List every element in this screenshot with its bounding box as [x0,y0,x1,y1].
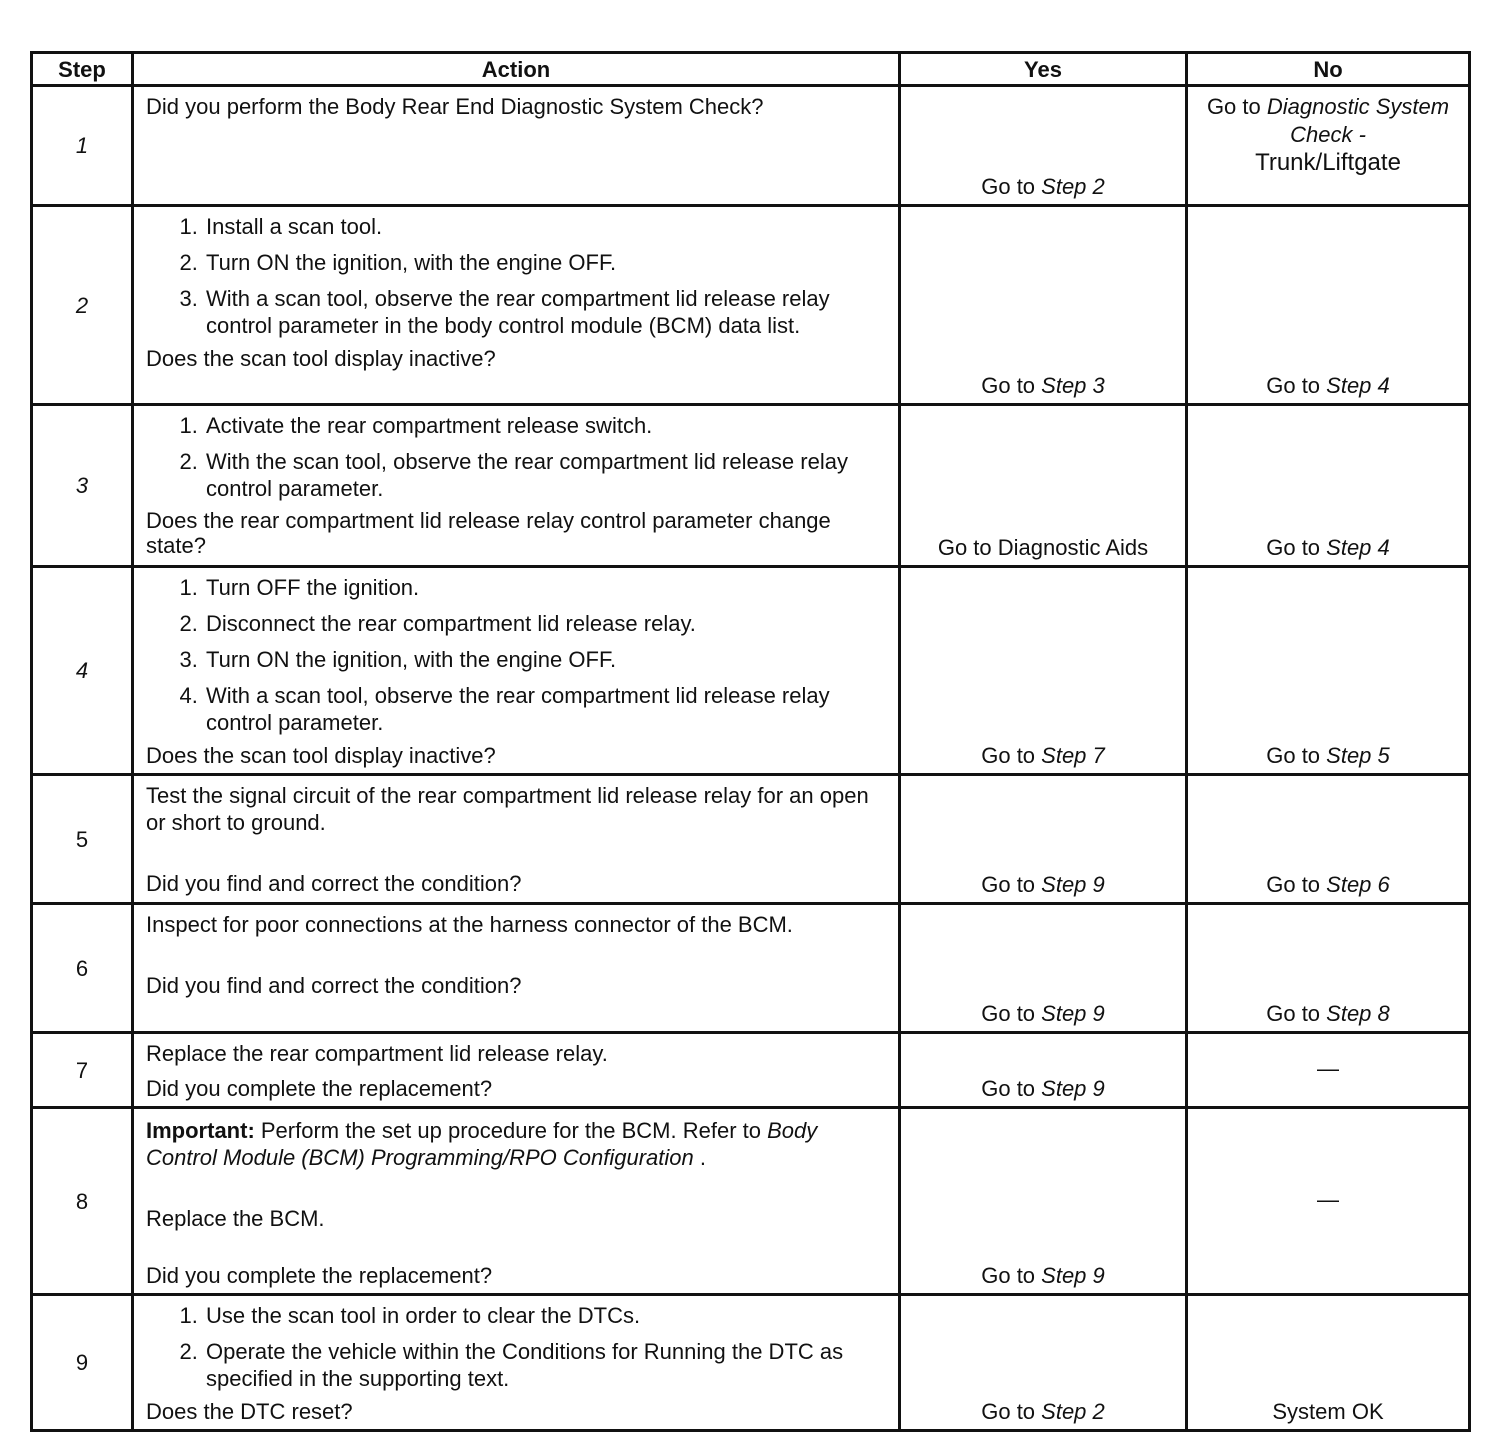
step-number: 2 [32,206,133,405]
table-row [32,567,1470,775]
action-cell [133,86,900,206]
step-number: 4 [32,567,133,775]
header-no: No [1187,53,1470,86]
list-item: 1. Activate the rear compartment release switch. [204,412,888,439]
yes-cell: Go to Step 9 [900,904,1187,1033]
list-item: 3. Turn ON the ignition, with the engine OFF. [204,646,888,673]
list-item: 1. Turn OFF the ignition. [204,574,888,601]
step-ref: Step 2 [1041,1399,1105,1424]
action-cell [133,1108,900,1295]
question-text: Did you complete the replacement? [146,1076,493,1101]
no-cell: Go to Step 5 [1187,567,1470,775]
step-number: 5 [32,775,133,904]
yes-cell: Go to Step 2 [900,86,1187,206]
instruction-text: Test the signal circuit of the rear compartment lid release relay for an open or short to ground. [146,783,869,835]
step-ref: Step 4 [1326,535,1390,560]
table-row [32,206,1470,405]
step-number: 3 [32,405,133,567]
no-cell: Go to Step 6 [1187,775,1470,904]
action-cell [133,1295,900,1431]
table-row [32,405,1470,567]
step-ref: Diagnostic System Check - [1266,94,1450,147]
no-cell: Go to Step 4 [1187,405,1470,567]
diagnostic-table [30,51,1471,1432]
step-number: 8 [32,1108,133,1295]
no-cell [1187,1033,1470,1108]
table-row [32,1108,1470,1295]
step-ref: Step 9 [1041,1076,1105,1101]
yes-cell: Go to Step 9 [900,1033,1187,1108]
yes-cell: Go to Step 9 [900,1108,1187,1295]
procedure-list [146,412,888,502]
list-item: 4. With a scan tool, observe the rear compartment lid release relay control parameter. [204,682,888,736]
procedure-list [146,1302,888,1392]
list-item: 2. Turn ON the ignition, with the engine OFF. [204,249,888,276]
list-item: 2. Disconnect the rear compartment lid release relay. [204,610,888,637]
instruction-text: Inspect for poor connections at the harness connector of the BCM. [146,912,793,937]
table-row [32,1295,1470,1431]
header-row [32,53,1470,86]
instruction-text: Replace the rear compartment lid release relay. [146,1041,608,1066]
yes-cell: Go to Step 3 [900,206,1187,405]
reference-link: Body Control Module (BCM) Programming/RPO Configuration [146,1118,818,1170]
question-text: Does the rear compartment lid release relay control parameter change state? [146,508,831,558]
yes-cell: Go to Step 2 [900,1295,1187,1431]
question-text: Does the scan tool display inactive? [146,743,496,768]
action-cell [133,904,900,1033]
no-cell: Go to Diagnostic System Check - Trunk/Liftgate [1187,86,1470,206]
action-cell [133,567,900,775]
step-number: 9 [32,1295,133,1431]
no-cell [1187,1108,1470,1295]
header-step: Step [32,53,133,86]
header-yes: Yes [900,53,1187,86]
step-ref: Step 5 [1326,743,1390,768]
step-ref: Step 8 [1326,1001,1390,1026]
no-cell: Go to Step 8 [1187,904,1470,1033]
step-number: 6 [32,904,133,1033]
step-number: 7 [32,1033,133,1108]
yes-cell: Go to Diagnostic Aids [900,405,1187,567]
step-ref: Step 3 [1041,373,1105,398]
question-text: Did you find and correct the condition? [146,973,522,998]
instruction-text: Replace the BCM. [146,1206,325,1231]
action-cell [133,775,900,904]
no-cell: System OK [1187,1295,1470,1431]
step-ref: Step 9 [1041,1001,1105,1026]
yes-cell: Go to Step 7 [900,567,1187,775]
step-ref: Step 6 [1326,872,1390,897]
step-ref: Step 9 [1041,872,1105,897]
table-row [32,775,1470,904]
question-text: Did you find and correct the condition? [146,871,522,896]
table-row [32,904,1470,1033]
action-cell [133,206,900,405]
question-text: Does the scan tool display inactive? [146,346,496,371]
step-ref: Step 2 [1041,174,1105,199]
procedure-list [146,574,888,736]
step-ref: Step 7 [1041,743,1105,768]
no-cell: Go to Step 4 [1187,206,1470,405]
header-action: Action [133,53,900,86]
list-item: 1. Install a scan tool. [204,213,888,240]
dash-text: — [1317,1055,1339,1081]
table-row [32,86,1470,206]
list-item: 2. With the scan tool, observe the rear compartment lid release relay control parameter. [204,448,888,502]
step-ref: Step 4 [1326,373,1390,398]
yes-cell: Go to Step 9 [900,775,1187,904]
table-row [32,1033,1470,1108]
step-ref: Step 9 [1041,1263,1105,1288]
dash-text: — [1317,1186,1339,1212]
list-item: 2. Operate the vehicle within the Conditions for Running the DTC as specified in the supporting text. [204,1338,888,1392]
list-item: 1. Use the scan tool in order to clear the DTCs. [204,1302,888,1329]
action-cell [133,405,900,567]
important-note: Important: Perform the set up procedure for the BCM. Refer to Body Control Module (BCM) Programming/RPO Configuration . [146,1118,818,1170]
important-label: Important: [146,1118,255,1143]
list-item: 3. With a scan tool, observe the rear compartment lid release relay control parameter in the body control module (BCM) data list. [204,285,888,339]
question-text: Does the DTC reset? [146,1399,353,1424]
question-text: Did you perform the Body Rear End Diagnostic System Check? [146,94,764,119]
step-number: 1 [32,86,133,206]
procedure-list [146,213,888,339]
question-text: Did you complete the replacement? [146,1263,493,1288]
action-cell [133,1033,900,1108]
